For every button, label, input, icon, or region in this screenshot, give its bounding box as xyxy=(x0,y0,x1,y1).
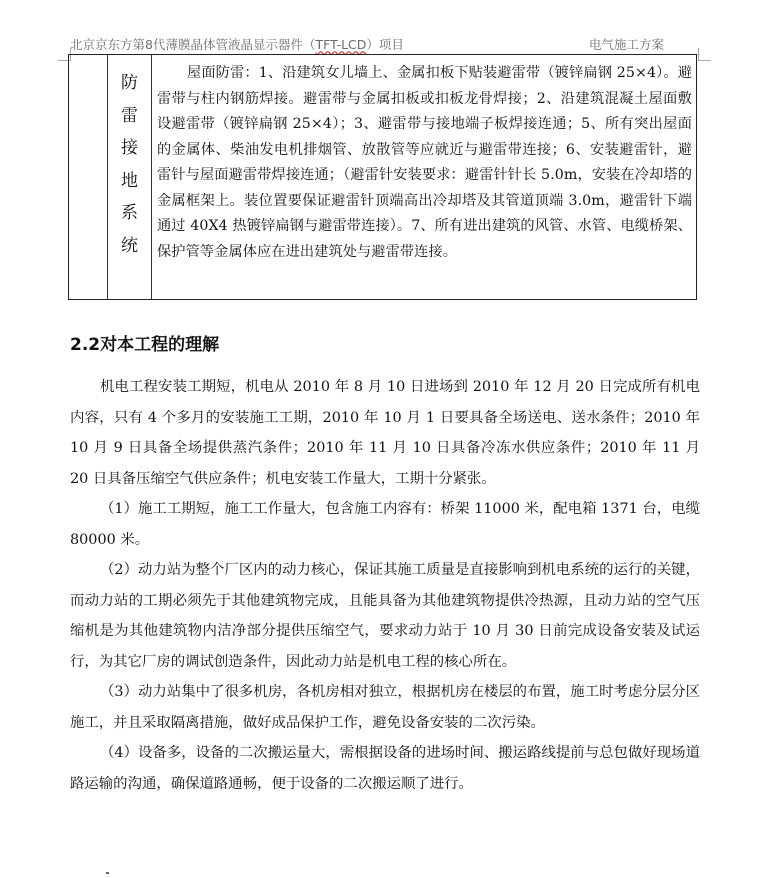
page-mark xyxy=(106,872,109,874)
table-content-cell: 屋面防雷：1、沿建筑女儿墙上、金属扣板下贴装避雷带（镀锌扁钢 25×4）。避雷带与柱内钢筋焊接。避雷带与金属扣板或扣板龙骨焊接；2、沿建筑混凝土屋面敷设避雷带（镀锌扁钢 25×4）；3、避雷带与接地端子板焊接连通；5、所有突出屋面的金属体、柴油发电机排烟管、放散管等应就近与避雷带连接；6、安装避雷针，避雷针与屋面避雷带焊接连通；（避雷针安装要求：避雷针针长 5.0m，安装在冷却塔的金属框架上。装位置要保证避雷针顶端高出冷却塔及其管道顶端 3.0m，避雷针下端通过 40X4 热镀锌扁钢与避雷带连接）。7、所有进出建筑的风管、水管、电缆桥架、保护管等金属体应在进出建筑处与避雷带连接。 xyxy=(157,65,692,260)
category-char: 系 xyxy=(121,203,138,223)
section-body xyxy=(70,372,700,799)
paragraph: （2）动力站为整个厂区内的动力核心，保证其施工质量是直接影响到机电系统的运行的关键，而动力站的工期必须先于其他建筑物完成，且能具备为其他建筑物提供冷热源，且动力站的空气压缩机是为其他建筑物内洁净部分提供压缩空气，要求动力站于 10 月 30 日前完成设备安装及试运行，为其它厂房的调试创造条件，因此动力站是机电工程的核心所在。 xyxy=(70,562,700,670)
spellcheck-underlined-word: TFT-LCD xyxy=(315,37,367,52)
header-project-name: 北京京东方第8代薄膜晶体管液晶显示器件（TFT-LCD）项目 xyxy=(70,37,404,52)
paragraph: （3）动力站集中了很多机房，各机房相对独立，根据机房在楼层的布置，施工时考虑分层分区施工，并且采取隔离措施，做好成品保护工作，避免设备安装的二次污染。 xyxy=(70,684,700,731)
category-char: 雷 xyxy=(121,105,138,126)
paragraph: （4）设备多，设备的二次搬运量大，需根据设备的进场时间、搬运路线提前与总包做好现场道路运输的沟通，确保道路通畅，便于设备的二次搬运顺了进行。 xyxy=(70,745,700,792)
lightning-protection-table xyxy=(68,54,697,300)
category-char: 接 xyxy=(121,138,138,158)
header-doc-title: 电气施工方案 xyxy=(589,37,665,52)
paragraph: （1）施工工期短，施工工作量大，包含施工内容有：桥架 11000 米，配电箱 1371 台，电缆 80000 米。 xyxy=(70,501,700,548)
page-header xyxy=(68,30,700,55)
category-char: 防 xyxy=(121,73,138,93)
margin-corner-mark xyxy=(698,48,711,61)
category-char: 统 xyxy=(121,235,138,256)
section-heading: 2.2对本工程的理解 xyxy=(70,335,220,355)
paragraph: 机电工程安装工期短，机电从 2010 年 8 月 10 日进场到 2010 年 12 月 20 日完成所有机电内容，只有 4 个多月的安装施工工期，2010 年 10 月 1 日要具备全场送电、送水条件；2010 年 10 月 9 日具备全场提供蒸汽条件；2010 年 11 月 10 日具备冷冻水供应条件；2010 年 11 月 20 日具备压缩空气供应条件；机电安装工作量大，工期十分紧张。 xyxy=(70,379,700,487)
table-category-label xyxy=(108,67,151,262)
category-char: 地 xyxy=(121,170,138,191)
table-divider xyxy=(151,55,152,299)
